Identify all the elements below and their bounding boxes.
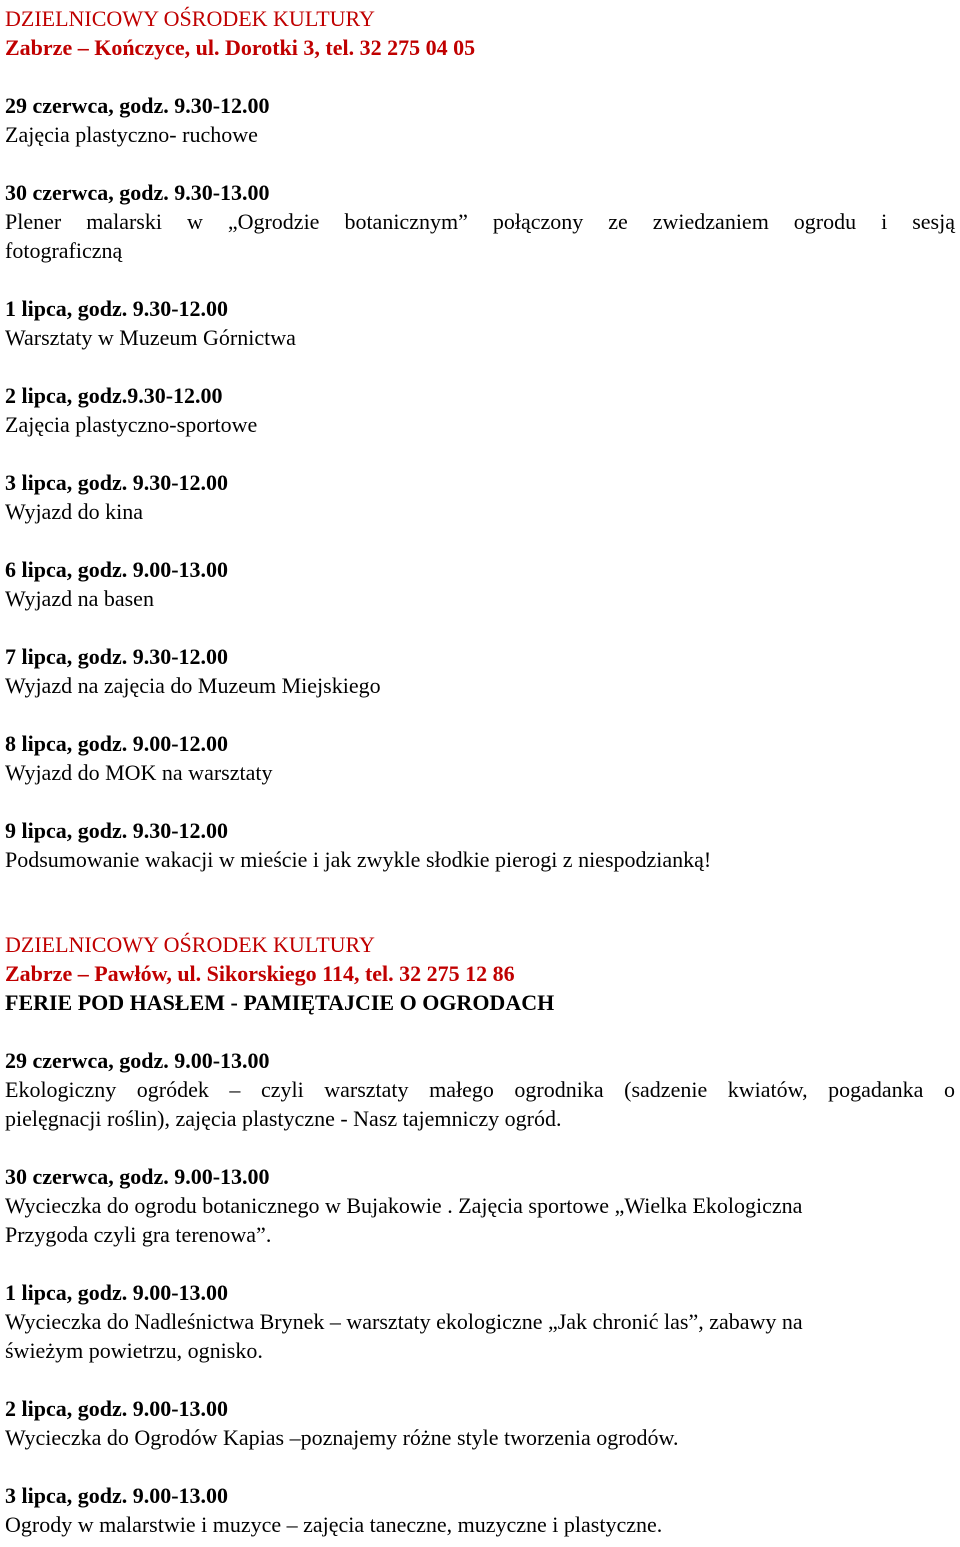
event-description: Wyjazd do kina xyxy=(5,499,143,524)
event-date: 7 lipca, godz. 9.30-12.00 xyxy=(5,644,229,669)
event-item xyxy=(5,555,955,613)
event-description-cont: pielęgnacji roślin), zajęcia plastyczne - Nasz tajemniczy ogród. xyxy=(5,1106,562,1131)
section-header-institution: DZIELNICOWY OŚRODEK KULTURY xyxy=(5,932,375,957)
event-date: 8 lipca, godz. 9.00-12.00 xyxy=(5,731,229,756)
event-date: 1 lipca, godz. 9.00-13.00 xyxy=(5,1280,229,1305)
event-date: 2 lipca, godz.9.30-12.00 xyxy=(5,383,223,408)
event-description-cont: fotograficzną xyxy=(5,238,123,263)
event-description: Warsztaty w Muzeum Górnictwa xyxy=(5,325,296,350)
event-description-cont: Przygoda czyli gra terenowa”. xyxy=(5,1222,272,1247)
event-item xyxy=(5,1162,955,1249)
event-item xyxy=(5,1278,955,1365)
event-description: Podsumowanie wakacji w mieście i jak zwykle słodkie pierogi z niespodzianką! xyxy=(5,847,712,872)
event-date: 29 czerwca, godz. 9.30-12.00 xyxy=(5,93,270,118)
event-description: Plener malarski w „Ogrodzie botanicznym” połączony ze zwiedzaniem ogrodu i sesją xyxy=(5,209,955,234)
event-item xyxy=(5,1481,955,1539)
event-item xyxy=(5,178,955,265)
event-date: 9 lipca, godz. 9.30-12.00 xyxy=(5,818,229,843)
event-description: Ogrody w malarstwie i muzyce – zajęcia taneczne, muzyczne i plastyczne. xyxy=(5,1512,663,1537)
section-pawlow xyxy=(5,930,955,1539)
event-date: 3 lipca, godz. 9.00-13.00 xyxy=(5,1483,229,1508)
event-description: Wyjazd na basen xyxy=(5,586,154,611)
section-header-address: Zabrze – Kończyce, ul. Dorotki 3, tel. 32 275 04 05 xyxy=(5,35,476,60)
event-date: 29 czerwca, godz. 9.00-13.00 xyxy=(5,1048,270,1073)
event-date: 1 lipca, godz. 9.30-12.00 xyxy=(5,296,229,321)
event-description: Wycieczka do Ogrodów Kapias –poznajemy różne style tworzenia ogrodów. xyxy=(5,1425,679,1450)
event-date: 6 lipca, godz. 9.00-13.00 xyxy=(5,557,229,582)
event-date: 30 czerwca, godz. 9.30-13.00 xyxy=(5,180,270,205)
section-konczyce xyxy=(5,0,955,874)
section-header-address: Zabrze – Pawłów, ul. Sikorskiego 114, tel. 32 275 12 86 xyxy=(5,961,515,986)
event-item xyxy=(5,1046,955,1133)
event-description-cont: świeżym powietrzu, ognisko. xyxy=(5,1338,263,1363)
event-item xyxy=(5,816,955,874)
event-item xyxy=(5,1394,955,1452)
event-description: Wycieczka do ogrodu botanicznego w Bujakowie . Zajęcia sportowe „Wielka Ekologiczna xyxy=(5,1193,803,1218)
event-item xyxy=(5,468,955,526)
event-item xyxy=(5,91,955,149)
event-item xyxy=(5,381,955,439)
event-date: 30 czerwca, godz. 9.00-13.00 xyxy=(5,1164,270,1189)
event-description: Ekologiczny ogródek – czyli warsztaty małego ogrodnika (sadzenie kwiatów, pogadanka o xyxy=(5,1077,955,1102)
event-description: Zajęcia plastyczno-sportowe xyxy=(5,412,258,437)
event-description: Wyjazd do MOK na warsztaty xyxy=(5,760,273,785)
event-date: 3 lipca, godz. 9.30-12.00 xyxy=(5,470,229,495)
event-item xyxy=(5,729,955,787)
event-item xyxy=(5,642,955,700)
event-description: Wycieczka do Nadleśnictwa Brynek – warsztaty ekologiczne „Jak chronić las”, zabawy na xyxy=(5,1309,803,1334)
section-title: FERIE POD HASŁEM - PAMIĘTAJCIE O OGRODACH xyxy=(5,990,555,1015)
section-header-institution: DZIELNICOWY OŚRODEK KULTURY xyxy=(5,6,375,31)
event-description: Wyjazd na zajęcia do Muzeum Miejskiego xyxy=(5,673,381,698)
event-date: 2 lipca, godz. 9.00-13.00 xyxy=(5,1396,229,1421)
event-description: Zajęcia plastyczno- ruchowe xyxy=(5,122,258,147)
event-item xyxy=(5,294,955,352)
